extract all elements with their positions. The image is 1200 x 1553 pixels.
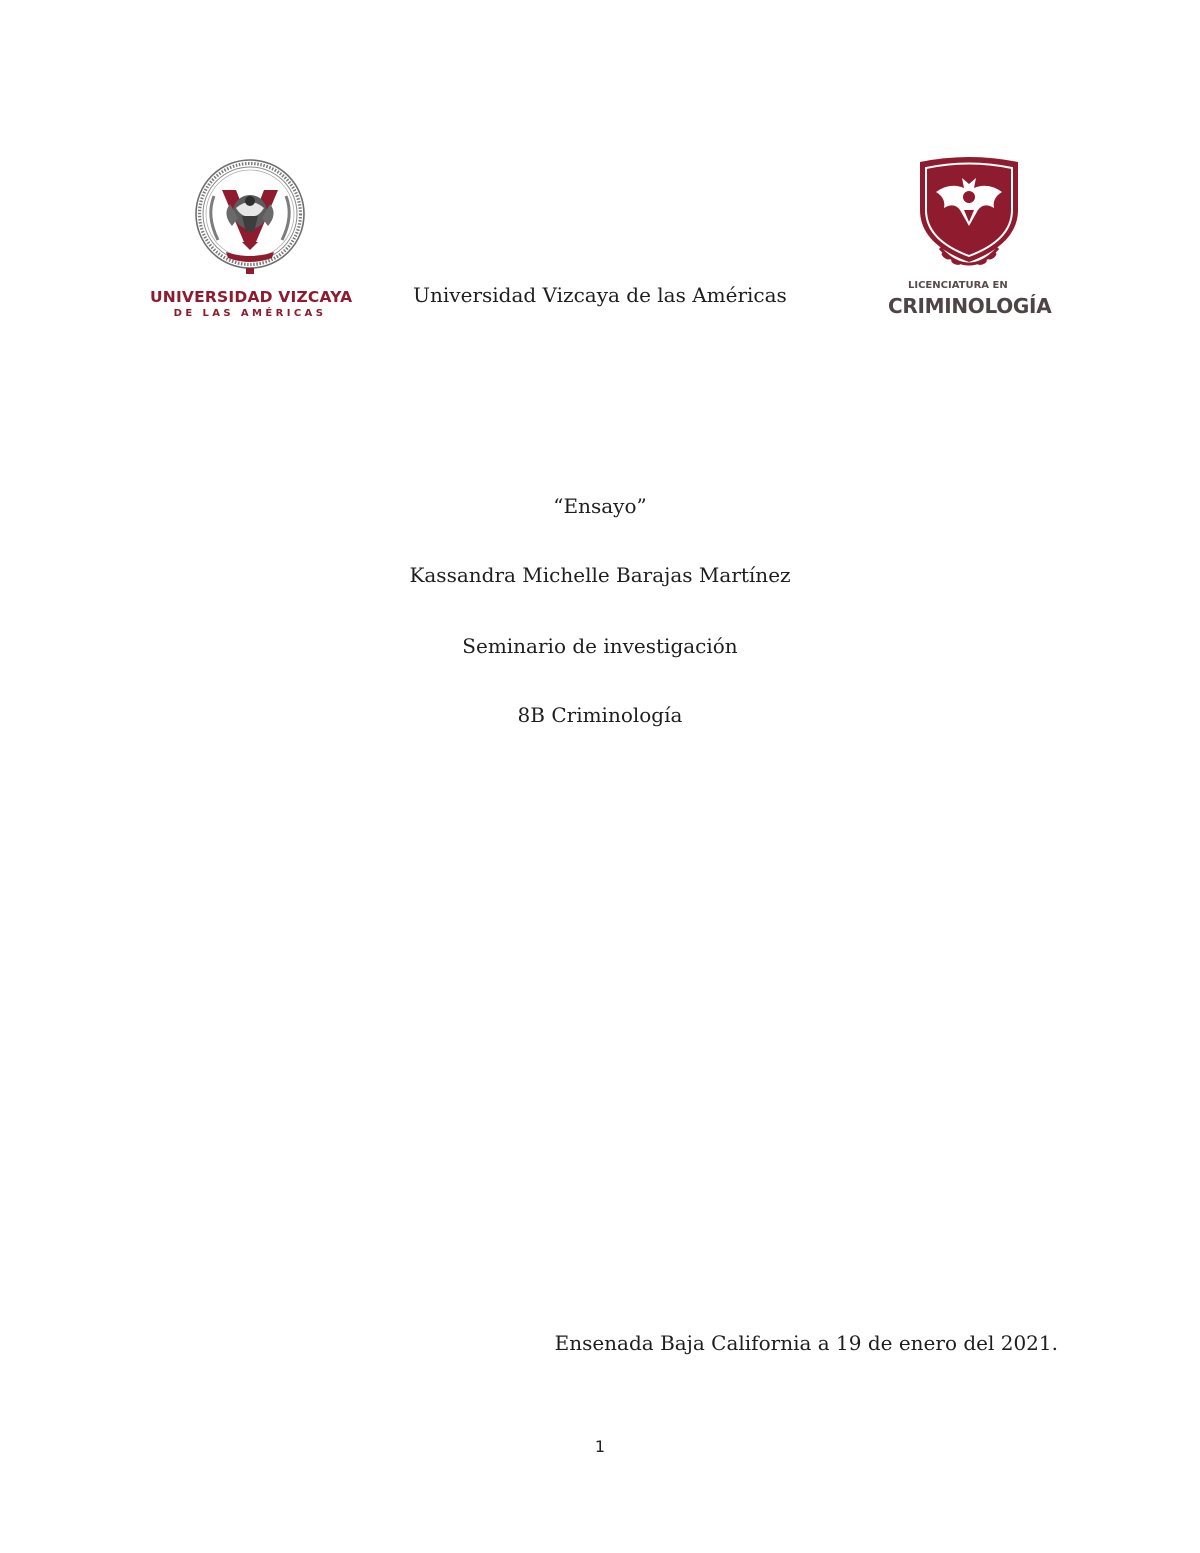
university-seal-icon	[192, 156, 308, 278]
author-name: Kassandra Michelle Barajas Martínez	[409, 563, 791, 587]
group-name: 8B Criminología	[517, 703, 683, 727]
logo-wordmark: UNIVERSIDAD VIZCAYA	[150, 288, 353, 306]
page-number: 1	[594, 1437, 606, 1456]
essay-title: “Ensayo”	[553, 494, 647, 518]
criminologia-logo	[880, 148, 1060, 328]
criminology-shield-icon	[914, 152, 1024, 278]
logo-program-label: LICENCIATURA EN	[908, 280, 1008, 291]
course-name: Seminario de investigación	[462, 634, 738, 658]
logo-program-name: CRIMINOLOGÍA	[888, 294, 1052, 318]
place-and-date: Ensenada Baja California a 19 de enero del 2021.	[554, 1331, 1058, 1355]
logo-wordmark-subtitle: DE LAS AMÉRICAS	[173, 308, 327, 319]
institution-name: Universidad Vizcaya de las Américas	[413, 283, 787, 307]
